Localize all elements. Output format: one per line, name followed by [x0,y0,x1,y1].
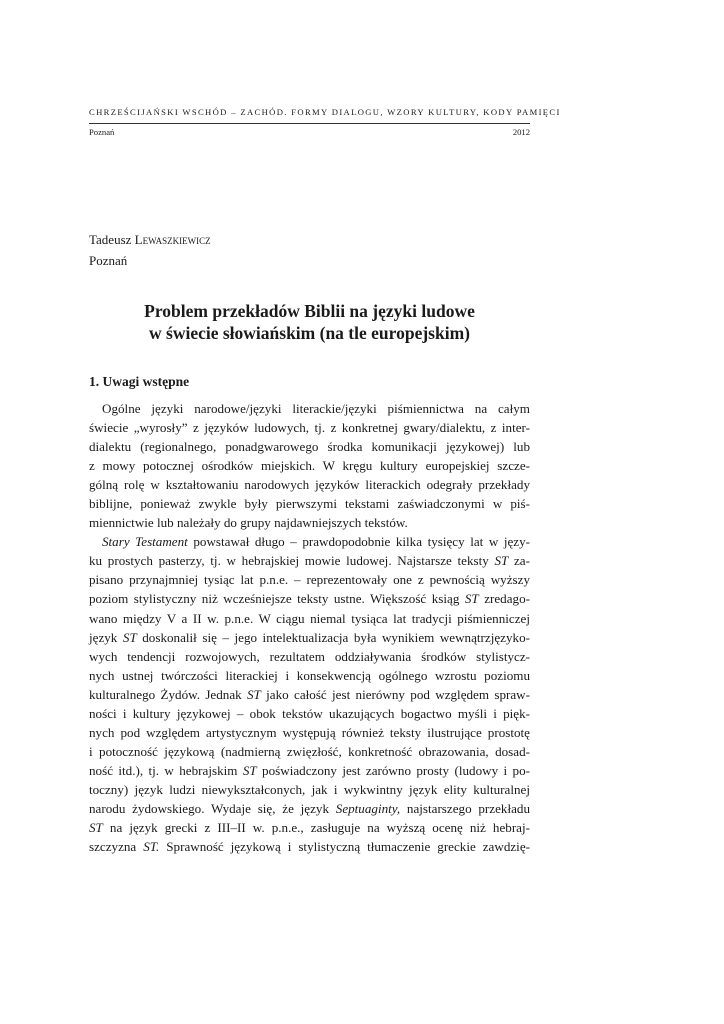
text-line: toczny) język ludzi niewykształconych, jak i wykwintny język elity kulturalnej [89,781,530,797]
author-affiliation: Poznań [89,253,128,268]
text-span: narodu żydowskiego. Wydaje się, że język [89,800,336,816]
text-span: ność itd.), tj. w hebrajskim [89,762,243,778]
journal-series-title: CHRZEŚCIJAŃSKI WSCHÓD – ZACHÓD. FORMY DIALOGU, WZORY KULTURY, KODY PAMIĘCI [89,107,561,117]
text-span: zredago- [478,591,530,607]
italic-term: Septuaginty, [335,800,401,816]
italic-abbr: ST [242,762,257,778]
italic-abbr: ST [494,553,509,569]
text-span: ku prostych pasterzy, tj. w hebrajskiej mowie ludowej. Najstarsze teksty [89,553,495,569]
header-place: Poznań [89,127,115,137]
header-year: 2012 [512,127,530,137]
text-span: poziom stylistyczny niż wcześniejsze teksty ustne. Większość ksiąg [89,591,465,607]
article-title [89,300,530,344]
text-span: język [89,629,123,645]
text-line [89,532,530,551]
text-line: wano między V a II w. p.n.e. W ciągu niemal tysiąca lat tradycji piśmienniczej [89,610,530,626]
text-line [89,761,530,780]
italic-abbr: ST [89,820,103,836]
section-heading: 1. Uwagi wstępne [89,374,190,389]
text-span: szczyzna [89,839,144,855]
text-span: najstarszego przekładu [400,800,530,816]
body-text [89,399,530,856]
text-span: poświadczony jest zarówno prosty (ludowy i po- [256,762,530,778]
italic-abbr: ST [247,686,261,702]
header-rule [89,123,530,124]
text-span: doskonalił się – jego intelektualizacja była wynikiem wewnątrzjęzyko- [136,629,530,645]
article-title-line: w świecie słowiańskim (na tle europejskim) [149,323,470,343]
text-line: z mowy potocznej ośrodków miejskich. W kręgu kultury europejskiej szcze- [89,458,530,474]
text-line: Ogólne języki narodowe/języki literackie/języki piśmiennictwa na całym [102,401,530,416]
text-line [89,837,530,856]
text-span: kulturalnego Żydów. Jednak [89,686,247,702]
article-title-line: Problem przekładów Biblii na języki ludowe [144,301,475,321]
italic-abbr: ST [122,629,137,645]
italic-abbr: ST. [143,839,160,855]
text-span: za- [508,553,530,569]
author-last-name: Lewaszkiewicz [134,232,211,247]
text-line [89,589,530,608]
text-line: świecie „wyrosły” z języków ludowych, tj. z konkretnej gwary/dialektu, z inter- [89,420,530,436]
text-line [89,628,530,647]
text-line: dialektu (regionalnego, ponadgwarowego środka komunikacji językowej) lub [89,439,530,455]
text-line: wych tendencji rozwojowych, rezultatem oddziaływania środków stylistycz- [89,648,530,664]
text-line [89,551,530,570]
text-line: nych pod względem artystycznym występują również teksty ilustrujące prostotę [89,724,530,740]
text-line: miennictwie lub należały do grupy najdawniejszych tekstów. [89,515,408,531]
text-span: na język grecki z III–II w. p.n.e., zasługuje na wyższą ocenę niż hebraj- [102,820,530,836]
author-name [89,232,211,248]
text-line [89,685,530,704]
text-line: gólną rolę w kształtowaniu narodowych języków literackich odegrały przekłady [89,477,530,493]
text-line: i potoczność językową (nadmierną zwięzłość, konkretność obrazowania, dosad- [89,743,530,759]
text-line: pisano przynajmniej tysiąc lat p.n.e. – reprezentowały one z pewnością wyższy [89,572,530,588]
author-first-name: Tadeusz [89,232,132,247]
text-line [89,818,530,837]
text-line: biblijne, ponieważ zwykle były pierwszymi tekstami zaświadczonymi w piś- [89,496,530,512]
text-line [89,799,530,818]
text-line: nych ustnej twórczości literackiej i konsekwencją ogólnego wzrostu poziomu [89,667,530,683]
italic-abbr: ST [464,591,479,607]
text-span: powstawał długo – prawdopodobnie kilka tysięcy lat w języ- [187,534,530,550]
text-span: jako całość jest nierówny pod względem spraw- [260,686,530,702]
text-line: ności i kultury językowej – obok tekstów ukazujących bogactwo myśli i pięk- [89,705,530,721]
text-span: Sprawność językową i stylistyczną tłumaczenie greckie zawdzię- [159,839,530,855]
italic-term: Stary Testament [102,534,188,550]
